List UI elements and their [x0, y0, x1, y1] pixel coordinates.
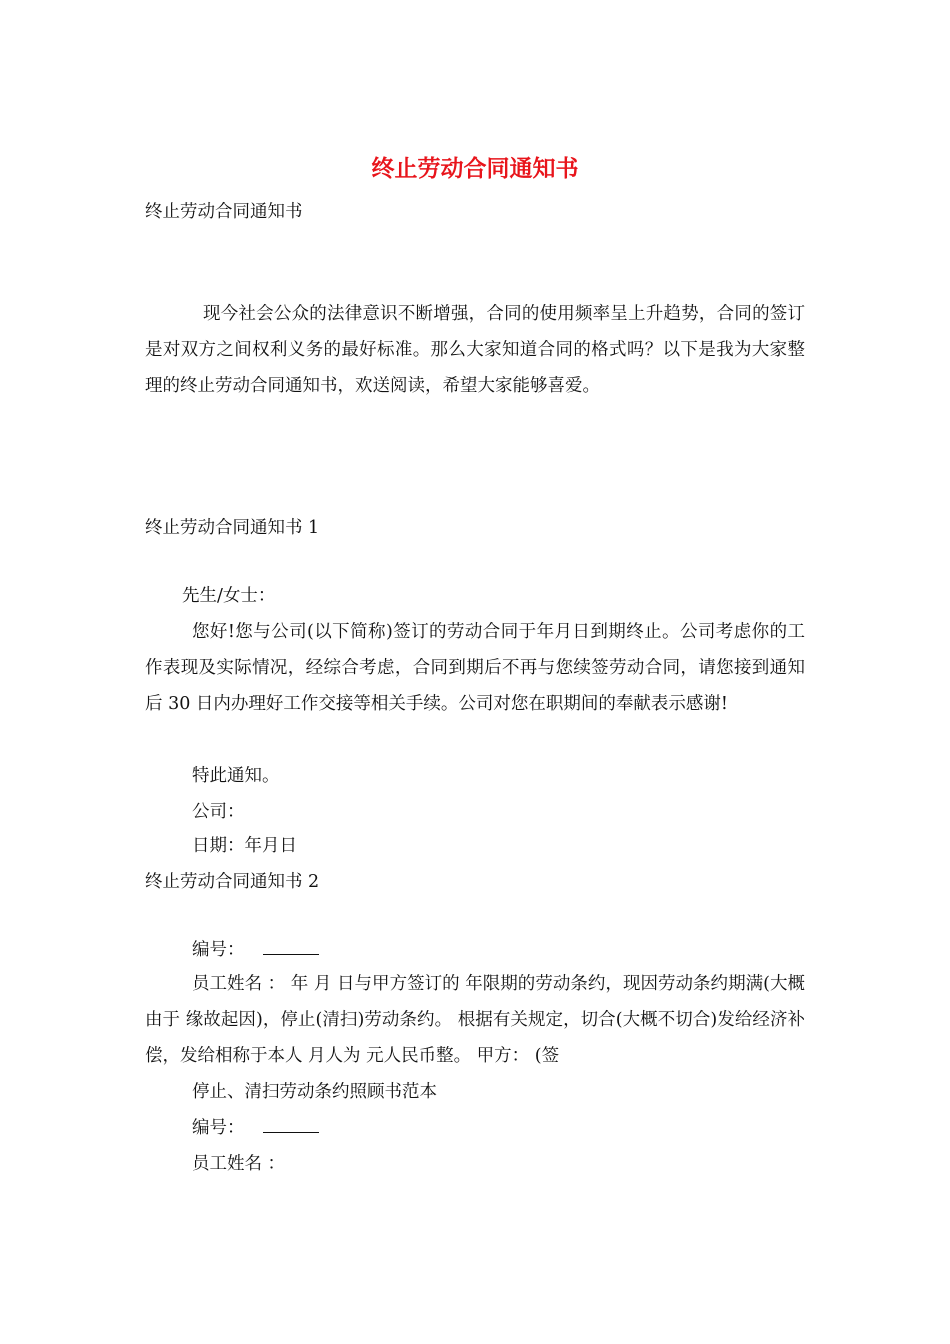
document-subtitle: 终止劳动合同通知书 — [145, 202, 303, 222]
template-title: 停止、清扫劳动条约照顾书范本 — [192, 1082, 437, 1102]
number-blank-2 — [263, 1116, 319, 1133]
number-label: 编号： — [192, 940, 245, 960]
notice-line: 特此通知。 — [192, 766, 280, 786]
salutation: 先生/女士： — [182, 586, 276, 606]
number-blank — [263, 938, 319, 955]
number-row — [192, 938, 319, 962]
number-label-2: 编号： — [192, 1118, 245, 1138]
date-line: 日期：年月日 — [192, 836, 297, 856]
section-2-heading: 终止劳动合同通知书 2 — [145, 872, 320, 892]
company-line: 公司： — [192, 802, 245, 822]
number-row-2 — [192, 1116, 319, 1140]
intro-paragraph: 现今社会公众的法律意识不断增强，合同的使用频率呈上升趋势，合同的签订是对双方之间权利义务的最好标准。那么大家知道合同的格式吗？以下是我为大家整理的终止劳动合同通知书，欢送阅读，希望大家能够喜爱。 — [145, 304, 805, 396]
section-1-heading: 终止劳动合同通知书 1 — [145, 518, 320, 538]
document-title: 终止劳动合同通知书 — [371, 155, 579, 182]
section-2-body: 员工姓名 ： 年 月 日与甲方签订的 年限期的劳动条约，现因劳动条约期满(大概由于 缘故起因)，停止(清扫)劳动条约。 根据有关规定，切合(大概不切合)发给经济补偿，发给相称于本人 月人为 元人民币整。 甲方： (签 — [145, 974, 805, 1066]
section-1-body: 您好!您与公司(以下简称)签订的劳动合同于年月日到期终止。公司考虑你的工作表现及实际情况，经综合考虑，合同到期后不再与您续签劳动合同，请您接到通知后 30 日内办理好工作交接等相关手续。公司对您在职期间的奉献表示感谢! — [145, 622, 805, 714]
employee-name-label: 员工姓名 ： — [192, 1154, 286, 1174]
